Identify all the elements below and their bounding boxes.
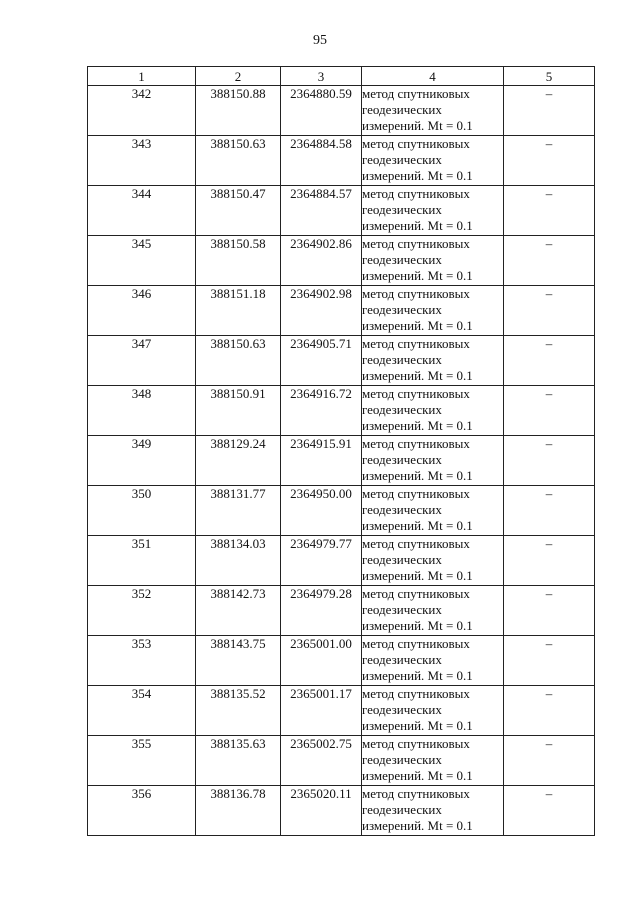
header-col-2: 2	[196, 67, 281, 86]
method-description	[362, 786, 504, 836]
empty-value-dash: –	[504, 186, 595, 236]
coordinate-x: 388135.63	[196, 736, 281, 786]
method-description	[362, 536, 504, 586]
method-line: измерений. Mt = 0.1	[362, 618, 473, 633]
coordinate-x: 388150.58	[196, 236, 281, 286]
table-row	[88, 736, 595, 786]
empty-value-dash: –	[504, 686, 595, 736]
method-line: геодезических	[362, 152, 442, 167]
coordinate-y: 2364902.86	[281, 236, 362, 286]
coordinate-x: 388142.73	[196, 586, 281, 636]
point-number: 353	[88, 636, 196, 686]
point-number: 349	[88, 436, 196, 486]
coordinate-x: 388134.03	[196, 536, 281, 586]
method-description	[362, 86, 504, 136]
coordinate-x: 388150.47	[196, 186, 281, 236]
method-line: геодезических	[362, 752, 442, 767]
method-description	[362, 736, 504, 786]
header-col-5: 5	[504, 67, 595, 86]
method-line: геодезических	[362, 202, 442, 217]
method-line: геодезических	[362, 102, 442, 117]
point-number: 348	[88, 386, 196, 436]
method-line: метод спутниковых	[362, 486, 470, 501]
method-line: метод спутниковых	[362, 136, 470, 151]
method-line: геодезических	[362, 802, 442, 817]
method-line: метод спутниковых	[362, 536, 470, 551]
point-number: 346	[88, 286, 196, 336]
method-line: метод спутниковых	[362, 436, 470, 451]
method-line: измерений. Mt = 0.1	[362, 118, 473, 133]
header-col-3: 3	[281, 67, 362, 86]
point-number: 356	[88, 786, 196, 836]
method-line: измерений. Mt = 0.1	[362, 318, 473, 333]
empty-value-dash: –	[504, 786, 595, 836]
empty-value-dash: –	[504, 386, 595, 436]
method-description	[362, 636, 504, 686]
empty-value-dash: –	[504, 636, 595, 686]
coordinate-x: 388129.24	[196, 436, 281, 486]
empty-value-dash: –	[504, 136, 595, 186]
table-row	[88, 386, 595, 436]
method-line: геодезических	[362, 402, 442, 417]
method-line: геодезических	[362, 552, 442, 567]
method-line: измерений. Mt = 0.1	[362, 218, 473, 233]
table-row	[88, 486, 595, 536]
method-line: геодезических	[362, 602, 442, 617]
empty-value-dash: –	[504, 586, 595, 636]
method-line: метод спутниковых	[362, 686, 470, 701]
method-description	[362, 286, 504, 336]
method-line: геодезических	[362, 502, 442, 517]
method-line: геодезических	[362, 652, 442, 667]
method-description	[362, 186, 504, 236]
method-description	[362, 236, 504, 286]
coordinate-x: 388151.18	[196, 286, 281, 336]
table-row	[88, 636, 595, 686]
method-line: метод спутниковых	[362, 336, 470, 351]
empty-value-dash: –	[504, 86, 595, 136]
coordinate-y: 2364884.57	[281, 186, 362, 236]
coordinate-y: 2364905.71	[281, 336, 362, 386]
coordinate-x: 388150.63	[196, 336, 281, 386]
coordinate-y: 2364950.00	[281, 486, 362, 536]
empty-value-dash: –	[504, 236, 595, 286]
empty-value-dash: –	[504, 736, 595, 786]
method-line: геодезических	[362, 702, 442, 717]
point-number: 355	[88, 736, 196, 786]
method-line: измерений. Mt = 0.1	[362, 568, 473, 583]
method-line: измерений. Mt = 0.1	[362, 768, 473, 783]
method-line: метод спутниковых	[362, 636, 470, 651]
point-number: 345	[88, 236, 196, 286]
method-description	[362, 136, 504, 186]
coordinate-x: 388150.63	[196, 136, 281, 186]
coordinate-y: 2364884.58	[281, 136, 362, 186]
coordinate-y: 2364915.91	[281, 436, 362, 486]
coordinate-y: 2364979.28	[281, 586, 362, 636]
table-row	[88, 686, 595, 736]
method-description	[362, 436, 504, 486]
empty-value-dash: –	[504, 536, 595, 586]
coordinate-y: 2365001.17	[281, 686, 362, 736]
method-line: геодезических	[362, 302, 442, 317]
empty-value-dash: –	[504, 486, 595, 536]
method-line: измерений. Mt = 0.1	[362, 268, 473, 283]
point-number: 350	[88, 486, 196, 536]
method-description	[362, 486, 504, 536]
header-col-1: 1	[88, 67, 196, 86]
page-number: 95	[313, 33, 327, 48]
coordinate-y: 2364880.59	[281, 86, 362, 136]
method-description	[362, 586, 504, 636]
method-description	[362, 386, 504, 436]
coordinate-y: 2364902.98	[281, 286, 362, 336]
method-line: метод спутниковых	[362, 736, 470, 751]
empty-value-dash: –	[504, 436, 595, 486]
table-row	[88, 436, 595, 486]
table-row	[88, 336, 595, 386]
method-line: измерений. Mt = 0.1	[362, 168, 473, 183]
method-line: метод спутниковых	[362, 236, 470, 251]
method-line: измерений. Mt = 0.1	[362, 818, 473, 833]
method-line: геодезических	[362, 352, 442, 367]
table-row	[88, 236, 595, 286]
header-col-4: 4	[362, 67, 504, 86]
method-description	[362, 686, 504, 736]
point-number: 354	[88, 686, 196, 736]
point-number: 352	[88, 586, 196, 636]
point-number: 347	[88, 336, 196, 386]
method-line: измерений. Mt = 0.1	[362, 418, 473, 433]
method-line: метод спутниковых	[362, 186, 470, 201]
point-number: 342	[88, 86, 196, 136]
coordinate-x: 388150.88	[196, 86, 281, 136]
method-line: измерений. Mt = 0.1	[362, 368, 473, 383]
table-row	[88, 136, 595, 186]
method-line: измерений. Mt = 0.1	[362, 518, 473, 533]
coordinate-x: 388135.52	[196, 686, 281, 736]
table-row	[88, 286, 595, 336]
empty-value-dash: –	[504, 336, 595, 386]
table-row	[88, 186, 595, 236]
header-row	[88, 67, 595, 86]
coordinate-y: 2365020.11	[281, 786, 362, 836]
method-line: геодезических	[362, 452, 442, 467]
coordinate-x: 388150.91	[196, 386, 281, 436]
method-line: измерений. Mt = 0.1	[362, 468, 473, 483]
coordinate-x: 388143.75	[196, 636, 281, 686]
method-line: метод спутниковых	[362, 86, 470, 101]
method-line: метод спутниковых	[362, 386, 470, 401]
coordinate-x: 388136.78	[196, 786, 281, 836]
method-line: геодезических	[362, 252, 442, 267]
coordinate-y: 2364916.72	[281, 386, 362, 436]
method-line: метод спутниковых	[362, 586, 470, 601]
table-row	[88, 86, 595, 136]
method-line: метод спутниковых	[362, 286, 470, 301]
coordinates-table	[87, 66, 595, 836]
table-row	[88, 586, 595, 636]
method-line: метод спутниковых	[362, 786, 470, 801]
table-row	[88, 786, 595, 836]
point-number: 343	[88, 136, 196, 186]
coordinate-y: 2365001.00	[281, 636, 362, 686]
method-line: измерений. Mt = 0.1	[362, 668, 473, 683]
method-line: измерений. Mt = 0.1	[362, 718, 473, 733]
empty-value-dash: –	[504, 286, 595, 336]
coordinate-x: 388131.77	[196, 486, 281, 536]
coordinate-y: 2365002.75	[281, 736, 362, 786]
coordinate-y: 2364979.77	[281, 536, 362, 586]
method-description	[362, 336, 504, 386]
point-number: 344	[88, 186, 196, 236]
point-number: 351	[88, 536, 196, 586]
table-row	[88, 536, 595, 586]
